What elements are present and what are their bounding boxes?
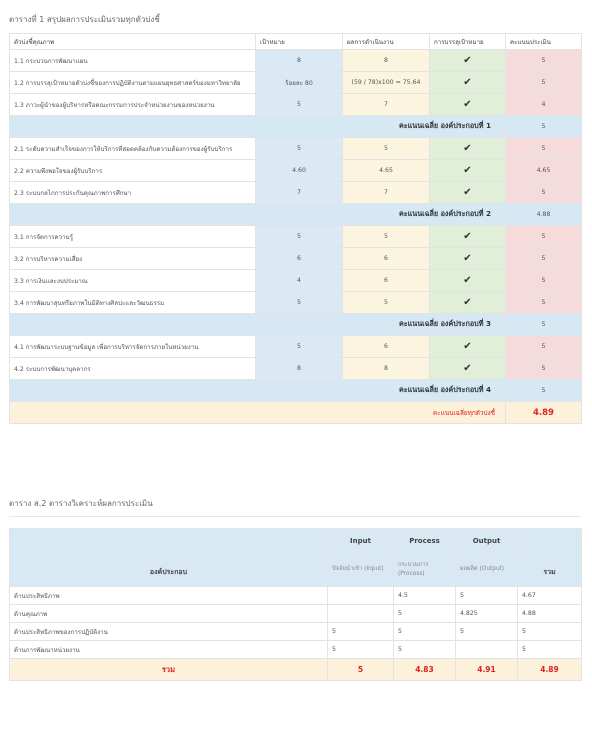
input-cell	[328, 605, 394, 623]
col-indicator: ตัวบ่งชี้คุณภาพ	[10, 34, 256, 50]
result-cell: 4.65	[343, 160, 430, 182]
target-cell: 6	[256, 248, 343, 270]
achieved-cell	[430, 182, 506, 204]
achieved-cell	[430, 358, 506, 380]
target-cell: 4	[256, 270, 343, 292]
indicator-cell: 2.3 ระบบกลไกการประกันคุณภาพการศึกษา	[10, 182, 256, 204]
check-icon: ✔	[463, 77, 472, 88]
table-header-row	[10, 529, 582, 553]
table-row	[10, 623, 582, 641]
check-icon: ✔	[463, 275, 472, 286]
table-row	[10, 587, 582, 605]
input-cell: 5	[328, 641, 394, 659]
col-achieved: การบรรลุเป้าหมาย	[430, 34, 506, 50]
col-result: ผลการดำเนินงาน	[343, 34, 430, 50]
sub-input: ปัจจัยนำเข้า (Input)	[328, 553, 394, 587]
score-cell: 5	[506, 50, 582, 72]
achieved-cell	[430, 336, 506, 358]
table-row	[10, 270, 582, 292]
check-icon: ✔	[463, 99, 472, 110]
total-cell: 4.88	[518, 605, 582, 623]
achieved-cell	[430, 292, 506, 314]
table2-caption: ตาราง ส.2 ตารางวิเคราะห์ผลการประเมิน	[9, 499, 153, 508]
indicator-cell: 4.2 ระบบการพัฒนาบุคลากร	[10, 358, 256, 380]
check-icon: ✔	[463, 165, 472, 176]
achieved-cell	[430, 270, 506, 292]
result-cell: 6	[343, 248, 430, 270]
indicator-cell: 3.4 การพัฒนาสุนทรียภาพในมิติทางศิลปะและวัฒนธรรม	[10, 292, 256, 314]
indicator-cell: 1.1 กระบวนการพัฒนาแผน	[10, 50, 256, 72]
table-row	[10, 182, 582, 204]
component-cell: ด้านประสิทธิภาพ	[10, 587, 328, 605]
output-cell: 4.825	[456, 605, 518, 623]
score-cell: 5	[506, 248, 582, 270]
result-cell: 8	[343, 50, 430, 72]
total-cell: 5	[518, 623, 582, 641]
table-row	[10, 358, 582, 380]
target-cell: 8	[256, 358, 343, 380]
result-cell: 5	[343, 226, 430, 248]
col-score: คะแนนประเมิน	[506, 34, 582, 50]
process-cell: 4.5	[394, 587, 456, 605]
table-row	[10, 605, 582, 623]
table-row	[10, 94, 582, 116]
sub-output: ผลผลิต (Output)	[456, 553, 518, 587]
target-cell: 5	[256, 226, 343, 248]
indicator-cell: 2.1 ระดับความสำเร็จของการให้บริการที่สอดคล้องกับความต้องการของผู้รับบริการ	[10, 138, 256, 160]
indicator-cell: 3.2 การบริหารความเสี่ยง	[10, 248, 256, 270]
average-row: คะแนนเฉลี่ย องค์ประกอบที่ 2 4.88	[10, 204, 582, 226]
result-cell: 8	[343, 358, 430, 380]
total-row: รวม 5 4.83 4.91 4.89	[10, 659, 582, 681]
check-icon: ✔	[463, 253, 472, 264]
average-row: คะแนนเฉลี่ย องค์ประกอบที่ 4 5	[10, 380, 582, 402]
target-cell: 7	[256, 182, 343, 204]
divider	[9, 516, 581, 517]
table1-caption: ตารางที่ 1 สรุปผลการประเมินรวมทุกตัวบ่งชี้	[9, 15, 160, 24]
table-row	[10, 72, 582, 94]
score-cell: 5	[506, 336, 582, 358]
target-cell: 8	[256, 50, 343, 72]
check-icon: ✔	[463, 297, 472, 308]
table-row	[10, 50, 582, 72]
analysis-table	[9, 528, 582, 681]
target-cell: 4.60	[256, 160, 343, 182]
achieved-cell	[430, 138, 506, 160]
table-header-row	[10, 34, 582, 50]
achieved-cell	[430, 50, 506, 72]
score-cell: 5	[506, 182, 582, 204]
sub-process: กระบวนการ (Process)	[394, 553, 456, 587]
achieved-cell	[430, 226, 506, 248]
indicator-cell: 3.1 การจัดการความรู้	[10, 226, 256, 248]
indicator-cell: 2.2 ความพึงพอใจของผู้รับบริการ	[10, 160, 256, 182]
score-cell: 5	[506, 226, 582, 248]
indicator-cell: 1.2 การบรรลุเป้าหมายตัวบ่งชี้ของการปฏิบัติงานตามแผนยุทธศาสตร์ของมหาวิทยาลัย	[10, 72, 256, 94]
component-cell: ด้านคุณภาพ	[10, 605, 328, 623]
achieved-cell	[430, 160, 506, 182]
indicator-cell: 3.3 การเงินและงบประมาณ	[10, 270, 256, 292]
score-cell: 5	[506, 292, 582, 314]
result-cell: 5	[343, 292, 430, 314]
table-row	[10, 226, 582, 248]
score-cell: 5	[506, 358, 582, 380]
table-row	[10, 336, 582, 358]
indicator-cell: 1.3 ภาวะผู้นำของผู้บริหารหรือคณะกรรมการประจำหน่วยงานของหน่วยงาน	[10, 94, 256, 116]
col-total: รวม	[518, 529, 582, 587]
check-icon: ✔	[463, 363, 472, 374]
process-cell: 5	[394, 623, 456, 641]
result-cell: 7	[343, 182, 430, 204]
target-cell: 5	[256, 292, 343, 314]
score-cell: 5	[506, 72, 582, 94]
target-cell: 5	[256, 94, 343, 116]
result-cell: 6	[343, 336, 430, 358]
check-icon: ✔	[463, 231, 472, 242]
total-row: คะแนนเฉลี่ยทุกตัวบ่งชี้ 4.89	[10, 402, 582, 424]
score-cell: 5	[506, 138, 582, 160]
table-row	[10, 292, 582, 314]
score-cell: 5	[506, 270, 582, 292]
achieved-cell	[430, 72, 506, 94]
summary-table	[9, 33, 582, 424]
col-input: Input	[328, 529, 394, 553]
output-cell: 5	[456, 623, 518, 641]
average-row: คะแนนเฉลี่ย องค์ประกอบที่ 3 5	[10, 314, 582, 336]
output-cell	[456, 641, 518, 659]
target-cell: 5	[256, 336, 343, 358]
result-cell: 6	[343, 270, 430, 292]
score-cell: 4.65	[506, 160, 582, 182]
check-icon: ✔	[463, 187, 472, 198]
table-row	[10, 138, 582, 160]
table-row	[10, 160, 582, 182]
table-row	[10, 641, 582, 659]
achieved-cell	[430, 248, 506, 270]
col-process: Process	[394, 529, 456, 553]
input-cell	[328, 587, 394, 605]
check-icon: ✔	[463, 55, 472, 66]
table-row	[10, 248, 582, 270]
output-cell: 5	[456, 587, 518, 605]
process-cell: 5	[394, 605, 456, 623]
col-target: เป้าหมาย	[256, 34, 343, 50]
average-row: คะแนนเฉลี่ย องค์ประกอบที่ 1 5	[10, 116, 582, 138]
result-cell: (59 / 78)x100 = 75.64	[343, 72, 430, 94]
achieved-cell	[430, 94, 506, 116]
col-component: องค์ประกอบ	[10, 529, 328, 587]
input-cell: 5	[328, 623, 394, 641]
result-cell: 7	[343, 94, 430, 116]
total-cell: 5	[518, 641, 582, 659]
process-cell: 5	[394, 641, 456, 659]
check-icon: ✔	[463, 341, 472, 352]
indicator-cell: 4.1 การพัฒนาระบบฐานข้อมูล เพื่อการบริหารจัดการภายในหน่วยงาน	[10, 336, 256, 358]
col-output: Output	[456, 529, 518, 553]
target-cell: ร้อยละ 80	[256, 72, 343, 94]
component-cell: ด้านประสิทธิภาพของการปฏิบัติงาน	[10, 623, 328, 641]
target-cell: 5	[256, 138, 343, 160]
score-cell: 4	[506, 94, 582, 116]
check-icon: ✔	[463, 143, 472, 154]
component-cell: ด้านการพัฒนาหน่วยงาน	[10, 641, 328, 659]
total-cell: 4.67	[518, 587, 582, 605]
result-cell: 5	[343, 138, 430, 160]
